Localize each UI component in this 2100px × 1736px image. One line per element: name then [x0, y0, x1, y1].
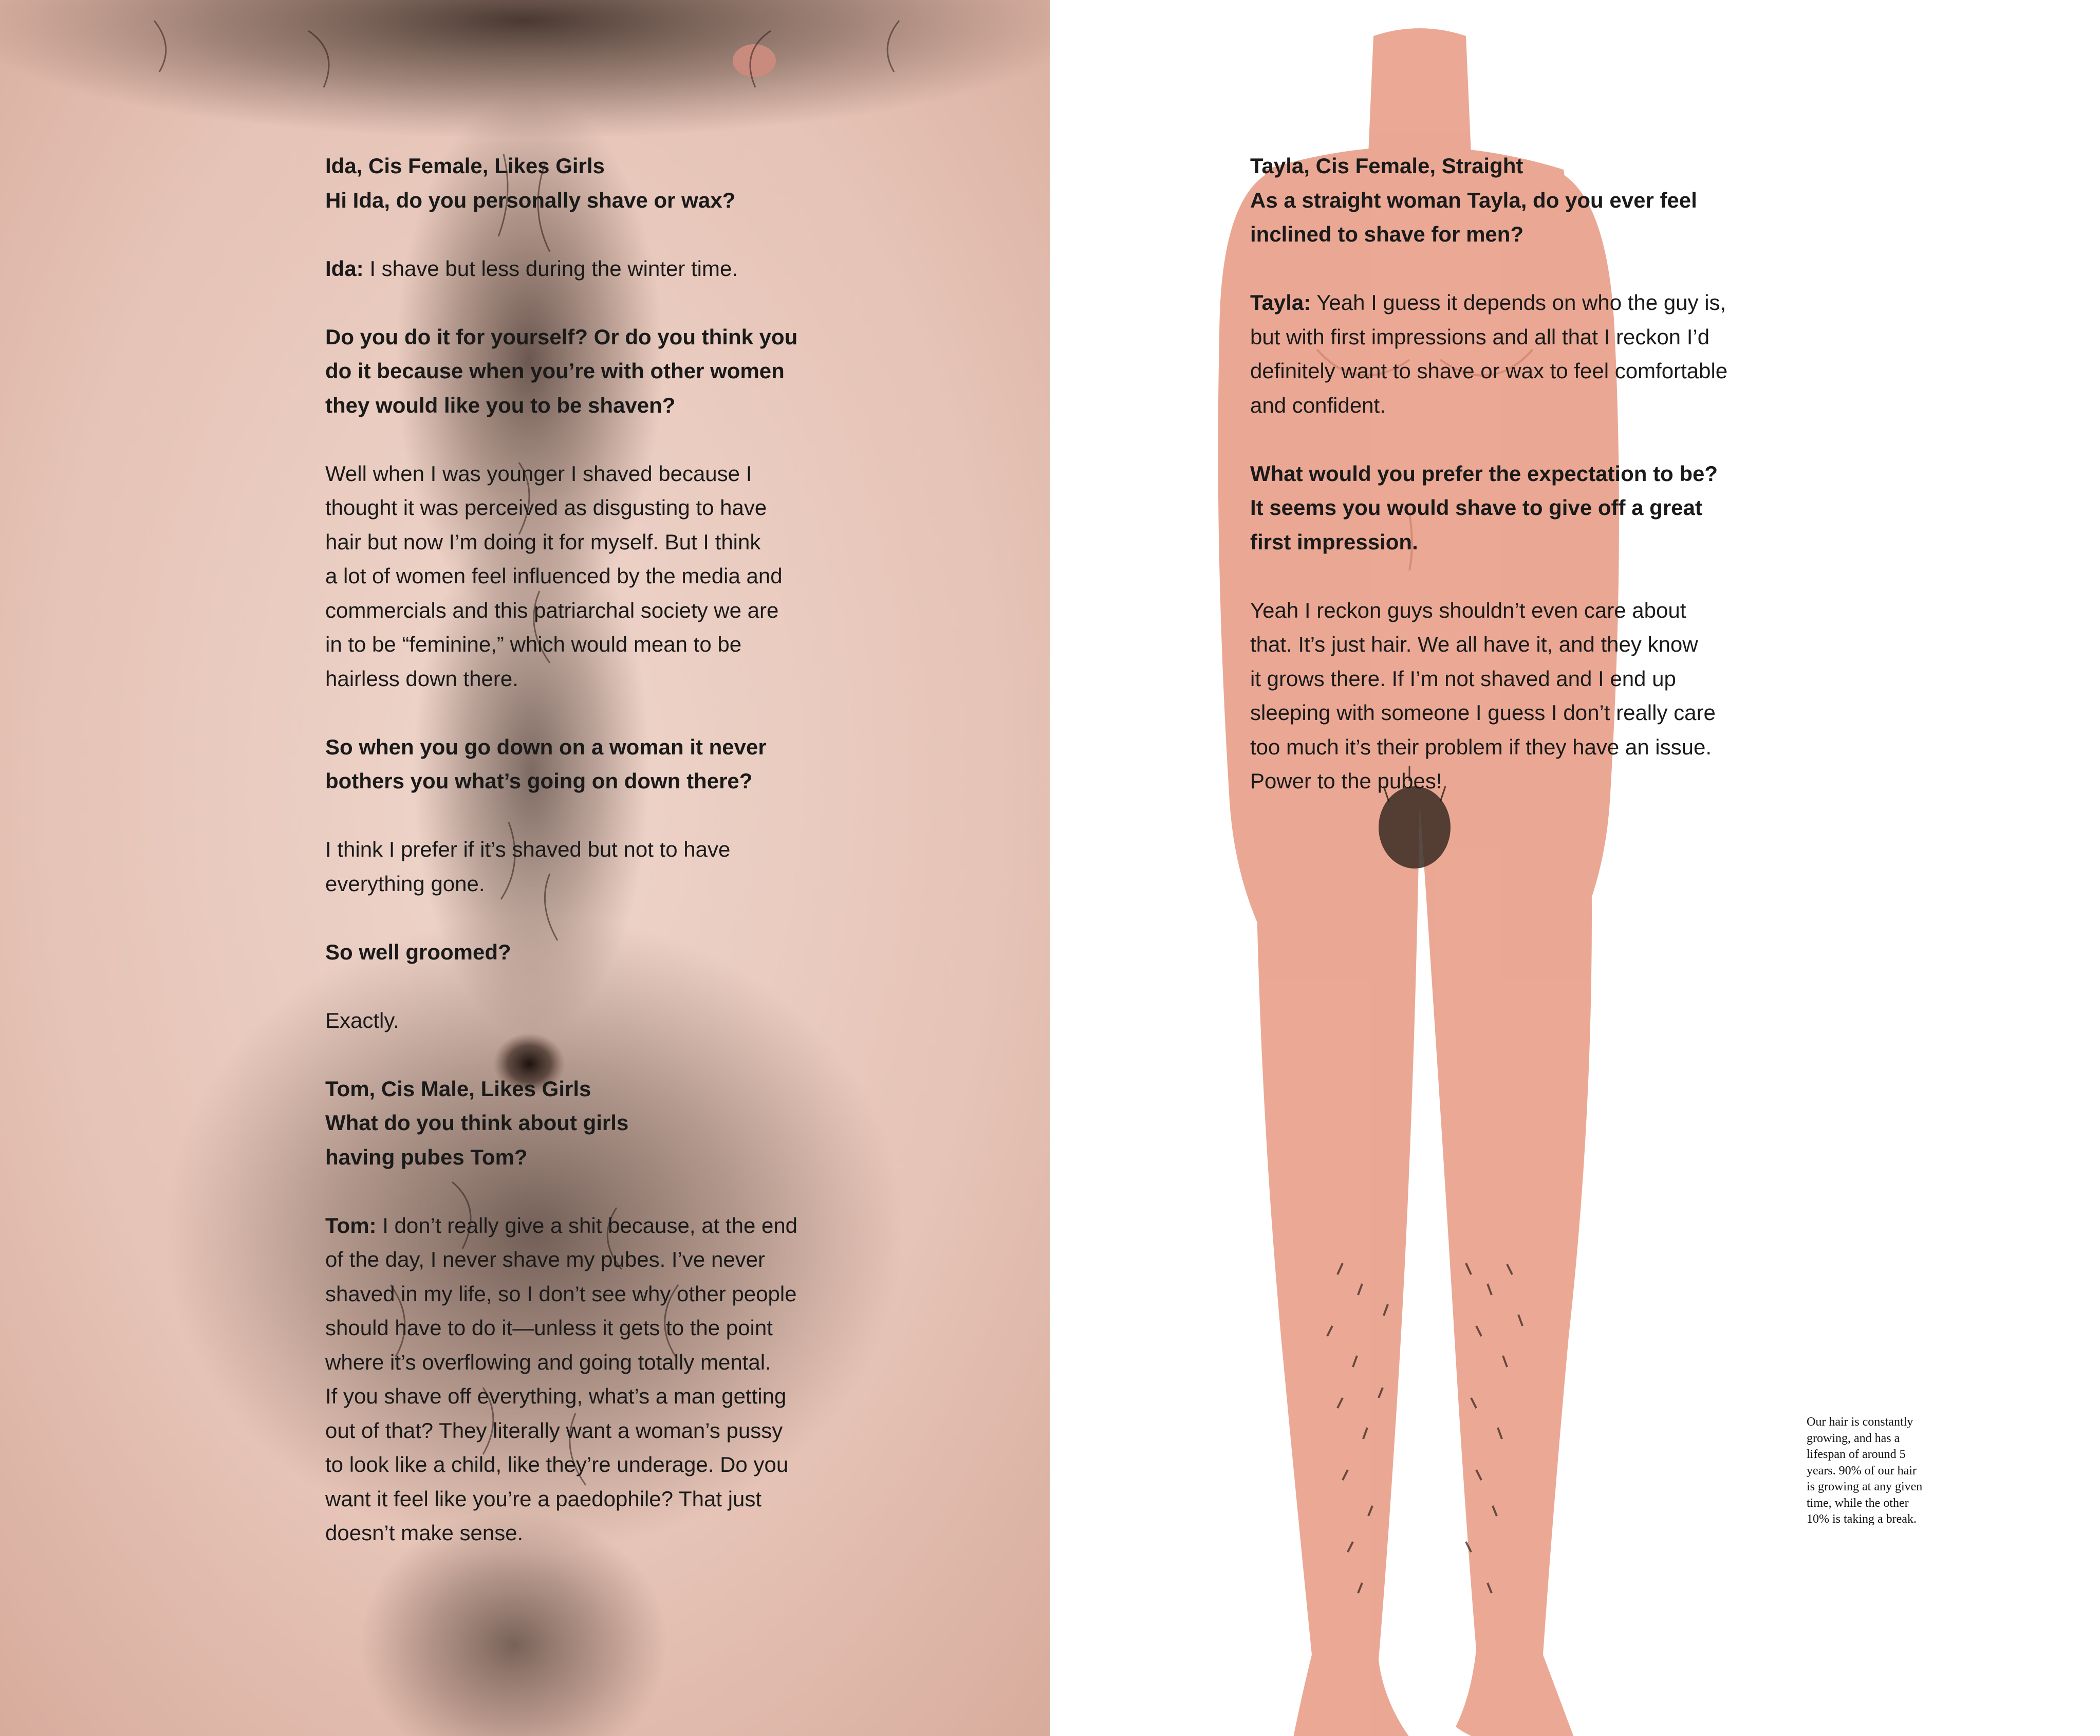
ida-answer-2: Well when I was younger I shaved because I thought it was perceived as disgusting to have hair but now I’m doing it for myself. But I think a lot of women feel influenced by the media and commercials and this patriarchal society we are in to be “feminine,” which would mean to be hairless down there. [325, 461, 783, 691]
tom-header: Tom, Cis Male, Likes Girls What do you think about girls having pubes Tom? [325, 1076, 629, 1169]
ida-answer-4: Exactly. [325, 1008, 399, 1032]
tom-answer [325, 1209, 870, 1550]
right-interview-text [1250, 149, 1815, 833]
tayla-label: Tayla: [1250, 290, 1311, 315]
ida-answer-1 [325, 252, 870, 286]
tayla-header: Tayla, Cis Female, Straight As a straight woman Tayla, do you ever feel inclined to shave for men? [1250, 154, 1697, 246]
left-interview-text [325, 149, 870, 1584]
tayla-answer-1-text: Yeah I guess it depends on who the guy is, but with first impressions and all that I reckon I’d definitely want to shave or wax to feel comfortable and confident. [1250, 290, 1728, 417]
tayla-answer-1 [1250, 286, 1815, 422]
right-page [1050, 0, 2100, 1736]
ida-answer-1-text: I shave but less during the winter time. [363, 256, 738, 281]
tom-label: Tom: [325, 1213, 377, 1238]
tom-answer-text: I don’t really give a shit because, at the end of the day, I never shave my pubes. I’ve never shaved in my life, so I don’t see why other people should have to do it—unless it gets to the point where it’s overflowing and going totally mental. If you shave off everything, what’s a man getting out of that? They literally want a woman’s pussy to look like a child, like they’re underage. Do you want it feel like you’re a paedophile? That just doesn’t make sense. [325, 1213, 798, 1545]
ida-label: Ida: [325, 256, 364, 281]
ida-question-2: Do you do it for yourself? Or do you think you do it because when you’re with other women they would like you to be shaven? [325, 324, 798, 417]
tayla-answer-2: Yeah I reckon guys shouldn’t even care about that. It’s just hair. We all have it, and they know it grows there. If I’m not shaved and I end up sleeping with someone I guess I don’t really care too much it’s their problem if they have an issue. Power to the pubes! [1250, 598, 1716, 793]
ida-question-4: So well groomed? [325, 939, 511, 964]
tayla-question-2: What would you prefer the expectation to be? It seems you would shave to give off a great first impression. [1250, 461, 1718, 554]
ida-header: Ida, Cis Female, Likes Girls Hi Ida, do you personally shave or wax? [325, 154, 736, 212]
ida-answer-3: I think I prefer if it’s shaved but not to have everything gone. [325, 837, 731, 896]
ida-question-3: So when you go down on a woman it never bothers you what’s going on down there? [325, 734, 767, 793]
hair-fact-note: Our hair is constantly growing, and has a lifespan of around 5 years. 90% of our hair is growing at any given time, while the other 10% is taking a break. [1807, 1415, 1923, 1526]
